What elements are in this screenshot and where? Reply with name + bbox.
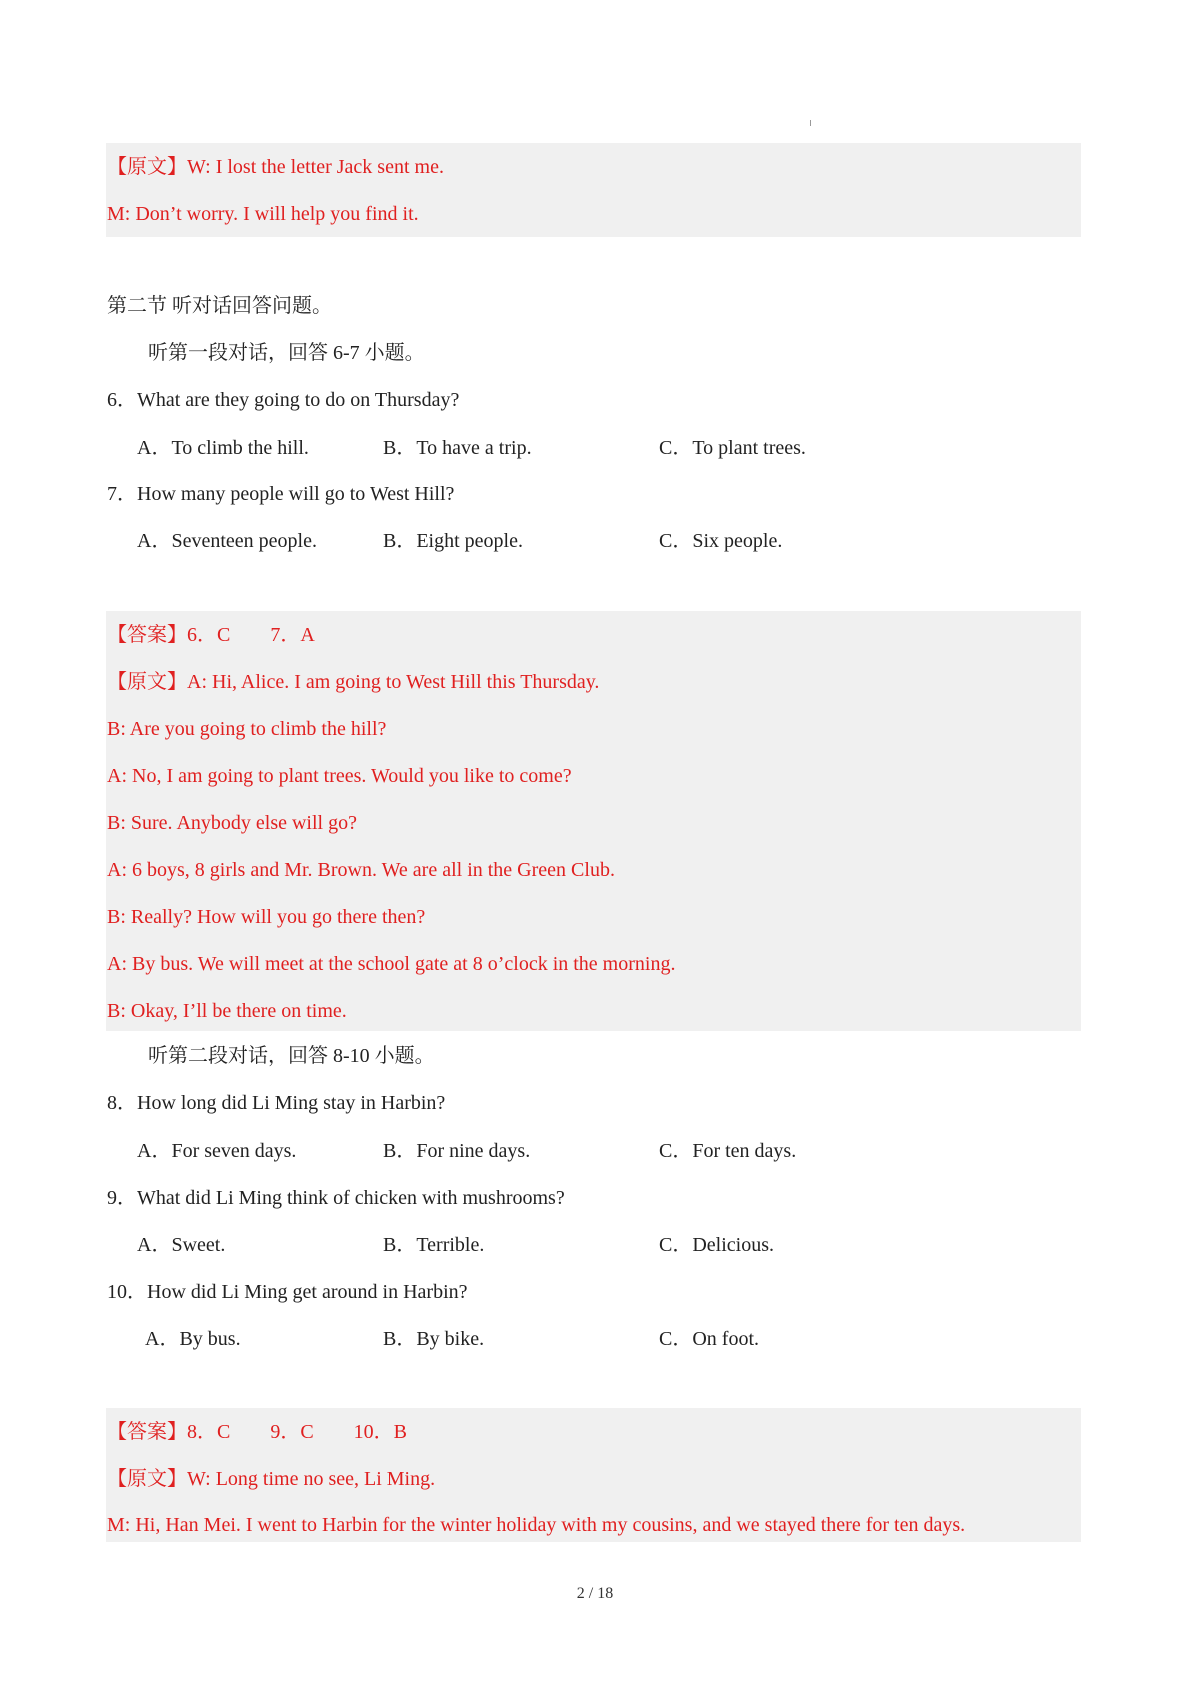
dialogue-text: B: Sure. Anybody else will go? — [107, 812, 357, 834]
answer-text: 8．C 9．C 10．B — [187, 1421, 408, 1443]
transcript-line — [107, 155, 444, 179]
dialogue-text: B: Are you going to climb the hill? — [107, 718, 387, 740]
dialogue-text: M: Hi, Han Mei. I went to Harbin for the winter holiday with my cousins, and we stayed there for ten days. — [107, 1514, 966, 1536]
option-c: C．Delicious. — [659, 1234, 774, 1256]
dialogue-text: B: Okay, I’ll be there on time. — [107, 1000, 347, 1022]
dialogue-text: A: Hi, Alice. I am going to West Hill this Thursday. — [187, 671, 600, 693]
source-tag: 【原文】 — [107, 1468, 187, 1490]
dialogue-text: W: Long time no see, Li Ming. — [187, 1468, 436, 1490]
option-a: A．For seven days. — [137, 1140, 297, 1162]
dialogue-text: A: By bus. We will meet at the school gate at 8 o’clock in the morning. — [107, 953, 676, 975]
question-text: 6．What are they going to do on Thursday? — [107, 389, 460, 411]
transcript-line — [107, 1467, 435, 1491]
option-c: C．For ten days. — [659, 1140, 797, 1162]
page-number: 2 / 18 — [576, 1585, 614, 1602]
dialogue-text: M: Don’t worry. I will help you find it. — [107, 203, 419, 225]
section-intro: 听第二段对话，回答 8-10 小题。 — [148, 1045, 435, 1067]
option-b: B．To have a trip. — [383, 437, 532, 459]
option-a: A．To climb the hill. — [137, 437, 309, 459]
option-b: B．Eight people. — [383, 530, 523, 552]
option-a: A．By bus. — [145, 1328, 241, 1350]
dialogue-text: A: 6 boys, 8 girls and Mr. Brown. We are all in the Green Club. — [107, 859, 615, 881]
option-b: B．Terrible. — [383, 1234, 485, 1256]
answer-tag: 【答案】 — [107, 624, 187, 646]
question-text: 8．How long did Li Ming stay in Harbin? — [107, 1092, 446, 1114]
answer-line — [107, 1420, 407, 1444]
option-b: B．For nine days. — [383, 1140, 531, 1162]
source-tag: 【原文】 — [107, 156, 187, 178]
option-a: A．Seventeen people. — [137, 530, 317, 552]
answer-tag: 【答案】 — [107, 1421, 187, 1443]
dialogue-text: B: Really? How will you go there then? — [107, 906, 426, 928]
question-text: 10．How did Li Ming get around in Harbin? — [107, 1281, 468, 1303]
question-text: 7．How many people will go to West Hill? — [107, 483, 455, 505]
section-title: 第二节 听对话回答问题。 — [107, 295, 332, 317]
answer-line — [107, 623, 315, 647]
answer-text: 6．C 7．A — [187, 624, 315, 646]
option-c: C．On foot. — [659, 1328, 759, 1350]
transcript-line — [107, 670, 599, 694]
source-tag: 【原文】 — [107, 671, 187, 693]
question-text: 9．What did Li Ming think of chicken with mushrooms? — [107, 1187, 565, 1209]
dialogue-text: A: No, I am going to plant trees. Would you like to come? — [107, 765, 572, 787]
option-c: C．Six people. — [659, 530, 783, 552]
option-a: A．Sweet. — [137, 1234, 226, 1256]
option-b: B．By bike. — [383, 1328, 485, 1350]
option-c: C．To plant trees. — [659, 437, 806, 459]
dialogue-text: W: I lost the letter Jack sent me. — [187, 156, 444, 178]
page-mark — [810, 120, 811, 126]
section-intro: 听第一段对话，回答 6-7 小题。 — [148, 342, 425, 364]
